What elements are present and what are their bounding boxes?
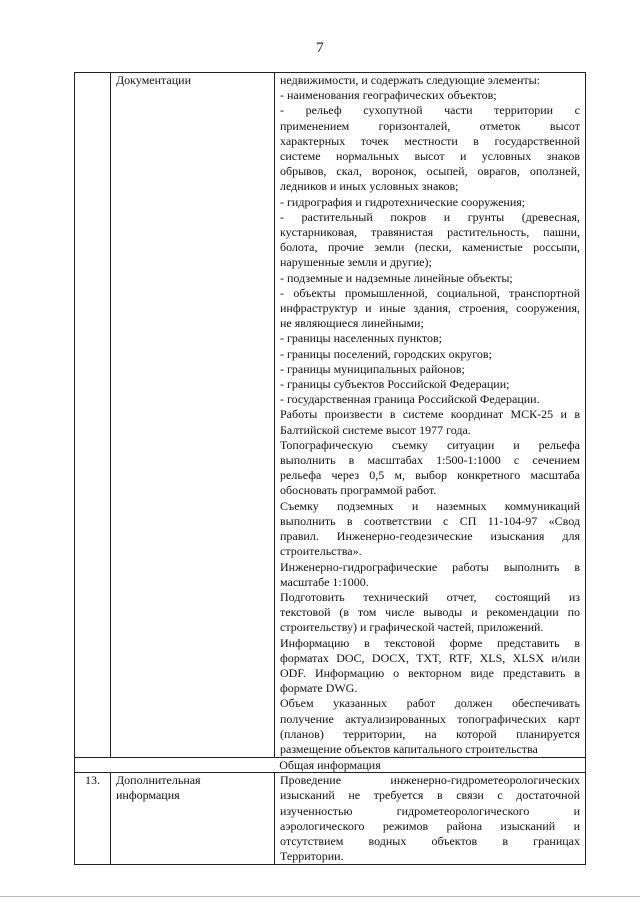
text-line: выполнить в соответствии с СП 11-104-97 «Свод (280, 513, 580, 528)
requirements-table (74, 72, 586, 865)
text-line: Балтийской системе высот 1977 года. (280, 422, 471, 437)
text-line: обосновать программой работ. (280, 483, 437, 498)
row-label-line: Дополнительная (116, 773, 201, 788)
text-line: - объекты промышленной, социальной, транспортной (280, 285, 580, 300)
text-line: характерных точек местности в государственной (280, 133, 580, 148)
text-line: Территории. (280, 849, 344, 864)
text-line: выполнить в масштабах 1:500-1:1000 с сечением (280, 453, 580, 468)
text-line: - подземные и надземные линейные объекты; (280, 270, 513, 285)
text-line: - гидрография и гидротехнические сооружения; (280, 194, 526, 209)
text-line: кустарниковая, травянистая растительность, пашни, (280, 225, 580, 240)
text-line: формате DWG. (280, 681, 358, 696)
text-line: болота, прочие земли (пески, каменистые россыпи, (280, 240, 580, 255)
text-line: - границы поселений, городских округов; (280, 346, 492, 361)
row-label-cell (111, 773, 275, 865)
text-line: обрывов, скал, воронок, осыпей, оврагов, оползней, (280, 164, 580, 179)
row-label: Документации (116, 73, 192, 87)
row-content-cell (275, 73, 586, 758)
text-line: изученностью гидрометеорологического и (280, 803, 580, 818)
text-line: - растительный покров и грунты (древесная, (280, 209, 580, 224)
row-number-cell (75, 73, 111, 758)
row-label-cell (111, 73, 275, 758)
text-line: изысканий не требуется в связи с достаточной (280, 788, 580, 803)
text-line: Съемку подземных и наземных коммуникаций (280, 498, 580, 513)
text-line: не являющиеся линейными; (280, 316, 424, 331)
text-line: - наименования географических объектов; (280, 88, 497, 103)
text-line: - границы муниципальных районов; (280, 361, 465, 376)
text-line: строительству) и графической частей, приложений. (280, 620, 544, 635)
table-row-documentation (75, 73, 586, 758)
text-line: - границы субъектов Российской Федерации; (280, 377, 510, 392)
text-line: правил. Инженерно-геодезические изыскания для (280, 529, 580, 544)
text-line: строительства». (280, 544, 362, 559)
text-line: недвижимости, и содержать следующие элементы: (280, 73, 541, 87)
text-line: нарушенные земли и другие); (280, 255, 432, 270)
text-line: рельефа через 0,5 м, выбор конкретного масштаба (280, 468, 580, 483)
text-line: системе нормальных высот и условных знаков (280, 149, 580, 164)
row-number: 13. (75, 773, 111, 865)
text-line: текстовой (в том числе выводы и рекомендации по (280, 605, 580, 620)
text-line: размещение объектов капитального строительства (280, 741, 538, 756)
section-header-row (75, 758, 586, 773)
table-row-13 (75, 773, 586, 865)
text-line: Инженерно-гидрографические работы выполнить в (280, 559, 580, 574)
text-line: получение актуализированных топографических карт (280, 711, 580, 726)
text-line: аэрологического режимов района изысканий и (280, 818, 580, 833)
text-line: масштабе 1:1000. (280, 574, 369, 589)
row-content-cell (275, 773, 586, 865)
text-line: Подготовить технический отчет, состоящий из (280, 589, 580, 604)
text-line: Работы произвести в системе координат МСК-25 и в (280, 407, 580, 422)
text-line: форматах DOC, DOCX, TXT, RTF, XLS, XLSX и/или (280, 650, 580, 665)
text-line: ледников и иных условных знаков; (280, 179, 459, 194)
text-line: (планов) территории, на которой планируется (280, 726, 580, 741)
text-line: - границы населенных пунктов; (280, 331, 442, 346)
text-line: применением горизонталей, отметок высот (280, 118, 580, 133)
page-bottom-rule (0, 896, 640, 897)
row-label-line: информация (116, 788, 180, 803)
text-line: ODF. Информацию о векторном виде представить в (280, 665, 580, 680)
section-header: Общая информация (75, 758, 586, 773)
text-line: Топографическую съемку ситуации и рельефа (280, 437, 580, 452)
text-line: Объем указанных работ должен обеспечивать (280, 696, 580, 711)
text-line: Проведение инженерно-гидрометеорологических (280, 773, 580, 788)
text-line: - рельеф сухопутной части территории с (280, 103, 580, 118)
page-number: 7 (316, 40, 324, 56)
text-line: - государственная граница Российской Федерации. (280, 392, 540, 407)
text-line: отсутствием водных объектов в границах (280, 833, 580, 848)
text-line: инфраструктур и иные здания, строения, сооружения, (280, 301, 580, 316)
text-line: Информацию в текстовой форме представить в (280, 635, 580, 650)
